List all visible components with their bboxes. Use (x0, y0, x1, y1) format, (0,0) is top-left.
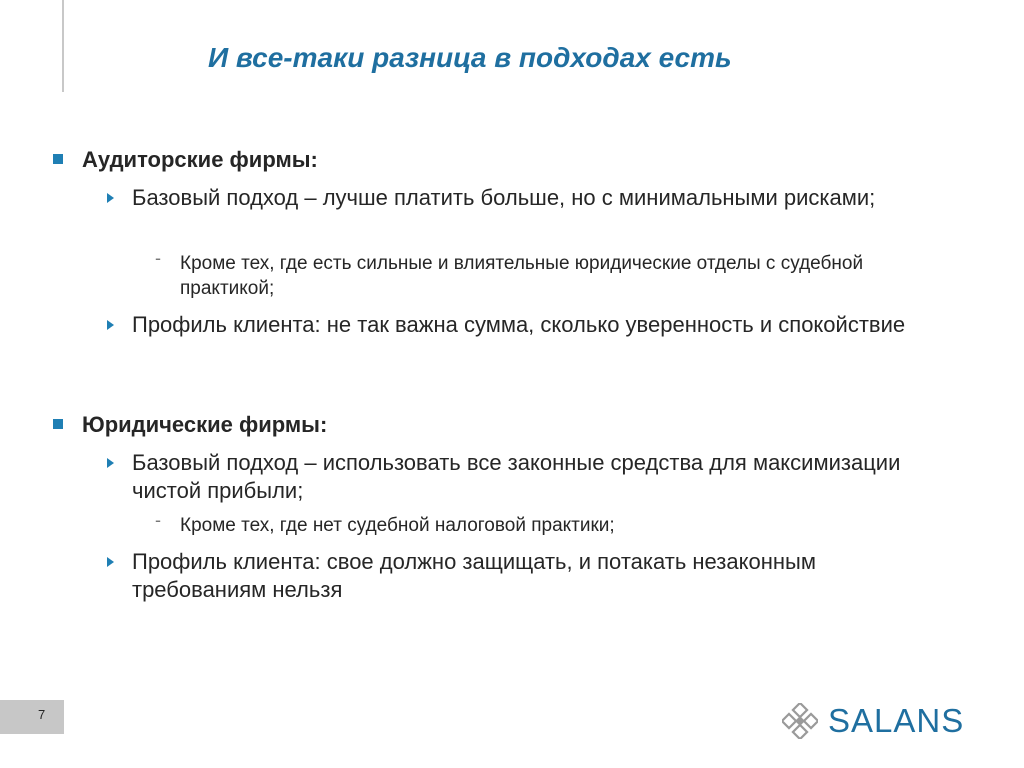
page-number-box (0, 700, 64, 734)
salans-logo (782, 702, 964, 740)
page-number: 7 (38, 707, 46, 722)
dash-bullet-icon: - (155, 248, 161, 268)
list-item: Базовый подход – использовать все законные средства для максимизации чистой прибыли; (132, 450, 901, 503)
vertical-divider-line (62, 0, 64, 92)
sub-list-item: Кроме тех, где есть сильные и влиятельные юридические отделы с судебной практикой; (180, 253, 864, 299)
square-bullet-icon (53, 419, 63, 429)
slide-title: И все-таки разница в подходах есть (208, 42, 732, 73)
square-bullet-icon (53, 154, 63, 164)
triangle-bullet-icon (107, 557, 114, 567)
triangle-bullet-icon (107, 193, 114, 203)
section-heading-legal: Юридические фирмы: (82, 412, 328, 437)
list-item: Профиль клиента: свое должно защищать, и потакать незаконным требованиям нельзя (132, 549, 816, 602)
logo-wordmark: SALANS (828, 702, 965, 739)
list-item: Профиль клиента: не так важна сумма, сколько уверенность и спокойствие (132, 312, 906, 337)
section-heading-audit: Аудиторские фирмы: (82, 147, 318, 172)
triangle-bullet-icon (107, 458, 114, 468)
sub-list-item: Кроме тех, где нет судебной налоговой практики; (180, 515, 615, 536)
logo-diamond-icon (782, 703, 818, 739)
triangle-bullet-icon (107, 320, 114, 330)
dash-bullet-icon: - (155, 510, 161, 530)
list-item: Базовый подход – лучше платить больше, но с минимальными рисками; (132, 185, 876, 210)
